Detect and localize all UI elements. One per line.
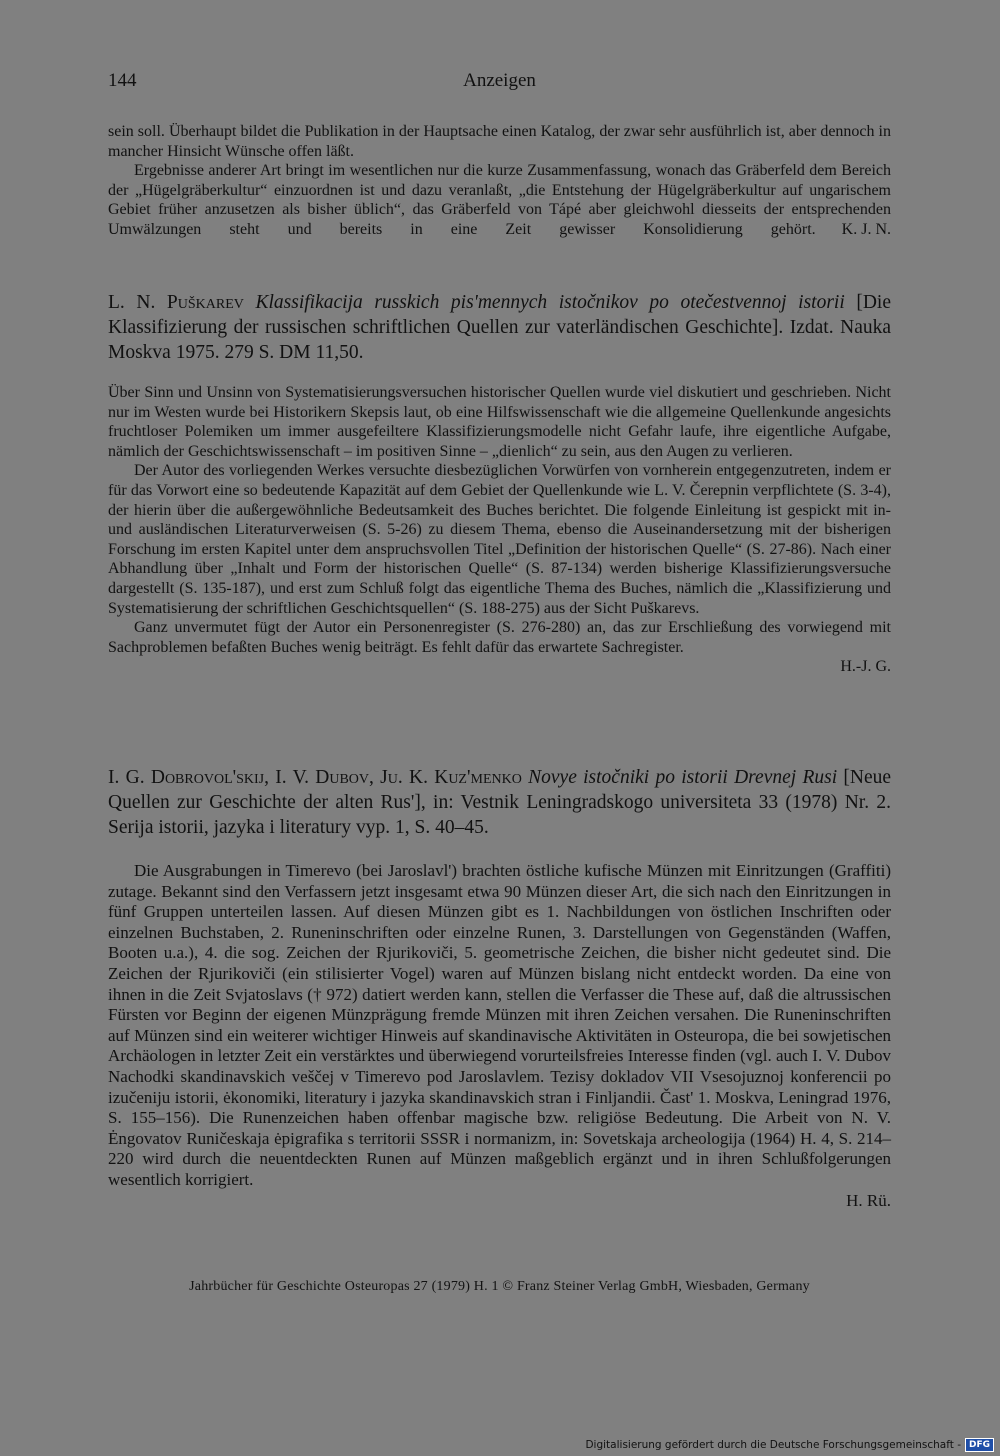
reviewer-signature: K. J. N. xyxy=(841,220,891,238)
dfg-credit-text: Digitalisierung gefördert durch die Deutsche Forschungsgemeinschaft - xyxy=(585,1439,961,1451)
dfg-logo: DFG xyxy=(965,1438,994,1452)
citation-title: Klassifikacija russkich pis'mennych istočnikov po otečestvennoj istorii xyxy=(255,292,845,313)
dfg-credit xyxy=(585,1438,994,1452)
paragraph: Die Ausgrabungen in Timerevo (bei Jaroslavl') brachten östliche kufische Münzen mit Einritzungen (Graffiti) zutage. Bekannt sind den Verfassern jetzt insgesamt etwa 90 Münzen dieser Art, die sich nach den Einritzungen in fünf Gruppen unterteilen lassen. Auf diesen Münzen gibt es 1. Nachbildungen von östlichen Inschriften oder einzelnen Buchstaben, 2. Runeninschriften oder einzelne Runen, 3. Darstellungen von Gegenständen (Waffen, Booten u.a.), 4. die sog. Zeichen der Rjurikoviči, 5. geometrische Zeichen, die bisher nicht gedeutet sind. Die Zeichen der Rjurikoviči (ein stilisierter Vogel) waren auf Münzen bislang nicht entdeckt worden. Da eine von ihnen in die Zeit Svjatoslavs († 972) datiert werden kann, stellen die Verfasser die These auf, daß die altrussischen Fürsten vor Beginn der eigenen Münzprägung fremde Münzen mit ihren Zeichen versahen. Die Runeninschriften auf Münzen sind ein weiterer wichtiger Hinweis auf skandinavische Aktivitäten in Osteuropa, die bei sowjetischen Archäologen in letzter Zeit ein verstärktes und überwiegend vorurteilsfreies Interesse finden (vgl. auch I. V. Dubov Nachodki skandinavskich veščej v Timerevo pod Jaroslavlem. Tezisy dokladov VII Vsesojuznoj konferencii po izučeniju istorii, ėkonomiki, literatury i jazyka skandinavskich stran i Finljandii. Čast' 1. Moskva, Leningrad 1976, S. 155–156). Die Runenzeichen haben offenbar magische bzw. religiöse Bedeutung. Die Arbeit von N. V. Ėngovatov Runičeskaja ėpigrafika s territorii SSSR i normanizm, in: Sovetskaja archeologija (1964) H. 4, S. 214–220 wird durch die neuentdeckten Runen auf Münzen maßgeblich ergänzt und in ihren Schlußfolgerungen wesentlich korrigiert. xyxy=(108,861,892,1189)
paragraph: Der Autor des vorliegenden Werkes versuchte diesbezüglichen Vorwürfen von vornherein entgegenzutreten, indem er für das Vorwort eine so bedeutende Kapazität auf dem Gebiet der Quellenkunde wie L. V. Čerepnin verpflichtete (S. 3-4), der hierin über die außergewöhnliche Bedeutsamkeit des Buches berichtet. Die folgende Einleitung ist gespickt mit in- und ausländischen Literaturverweisen (S. 5-26) zu diesem Thema, ebenso die Auseinandersetzung mit der bisherigen Forschung im ersten Kapitel unter dem anspruchsvollen Titel „Definition der historischen Quelle“ (S. 27-86). Nach einer Abhandlung über „Inhalt und Form der historischen Quelle“ (S. 87-134) werden bisherige Klassifizierungsversuche dargestellt (S. 135-187), und erst zum Schluß folgt das eigentliche Thema des Buches, nämlich die „Klassifizierung und Systematisierung der schriftlichen Geschichtsquellen“ (S. 188-275) aus der Sicht Puškarevs. xyxy=(108,462,891,617)
citation-title: Novye istočniki po istorii Drevnej Rusi xyxy=(528,767,838,788)
bibliographic-citation xyxy=(108,765,891,840)
reviewer-signature: H.-J. G. xyxy=(840,658,891,676)
citation-author: L. N. Puškarev xyxy=(108,292,244,313)
reviewer-signature: H. Rü. xyxy=(846,1190,891,1210)
journal-footer: Jahrbücher für Geschichte Osteuropas 27 (1979) H. 1 © Franz Steiner Verlag GmbH, Wiesbaden, Germany xyxy=(189,1279,810,1294)
review-ending-section xyxy=(108,122,891,240)
paragraph: Über Sinn und Unsinn von Systematisierungsversuchen historischer Quellen wurde viel diskutiert und geschrieben. Nicht nur im Westen wurde bei Historikern Skepsis laut, ob eine Hilfswissenschaft wie die allgemeine Quellenkunde angesichts fruchtloser Polemiken um immer ausgefeiltere Klassifizierungsmodelle nicht Gefahr laufe, ihre eigentliche Aufgabe, nämlich der Geschichtswissenschaft – im positiven Sinne – „dienlich“ zu sein, aus den Augen zu verlieren. xyxy=(108,384,891,460)
review-body-dobrovolskij xyxy=(108,861,891,1211)
page-header xyxy=(108,70,891,96)
running-head: Anzeigen xyxy=(463,70,536,91)
page-number: 144 xyxy=(108,70,137,91)
paragraph: Ganz unvermutet fügt der Autor ein Personenregister (S. 276-280) an, das zur Erschließung des vorwiegend mit Sachproblemen befaßten Buches wenig beiträgt. Es fehlt dafür das erwartete Sachregister. xyxy=(108,619,891,656)
review-heading-puskarev xyxy=(108,290,891,365)
paragraph-text: Ergebnisse anderer Art bringt im wesentlichen nur die kurze Zusammenfassung, wonach das Gräberfeld dem Bereich der „Hügelgräberkultur“ einzuordnen ist und dazu veranlaßt, „die Entstehung der Hügelgräberkultur auf ungarischem Gebiet früher anzusetzen als bisher üblich“, das Gräberfeld von Tápé aber gleichwohl diesseits der entsprechenden Umwälzungen steht und bereits in eine Zeit gewisser Konsolidierung gehört. xyxy=(108,162,891,238)
bibliographic-citation xyxy=(108,290,891,365)
review-body-puskarev xyxy=(108,383,891,677)
citation-authors: I. G. Dobrovol'skij, I. V. Dubov, Ju. K. Kuz'menko xyxy=(108,767,522,788)
paragraph xyxy=(108,161,891,239)
paragraph: sein soll. Überhaupt bildet die Publikation in der Hauptsache einen Katalog, der zwar sehr ausführlich ist, aber dennoch in mancher Hinsicht Wünsche offen läßt. xyxy=(108,123,891,160)
citation-details: [Neue Quellen zur Geschichte der alten Rus'], in: Vestnik Leningradskogo universiteta 33 (1978) Nr. 2. Serija istorii, jazyka i literatury vyp. 1, S. 40–45. xyxy=(108,767,892,838)
review-heading-dobrovolskij xyxy=(108,765,891,840)
citation-details: [Die Klassifizierung der russischen schriftlichen Quellen zur vaterländischen Geschichte]. Izdat. Nauka Moskva 1975. 279 S. DM 11,50. xyxy=(108,292,891,363)
